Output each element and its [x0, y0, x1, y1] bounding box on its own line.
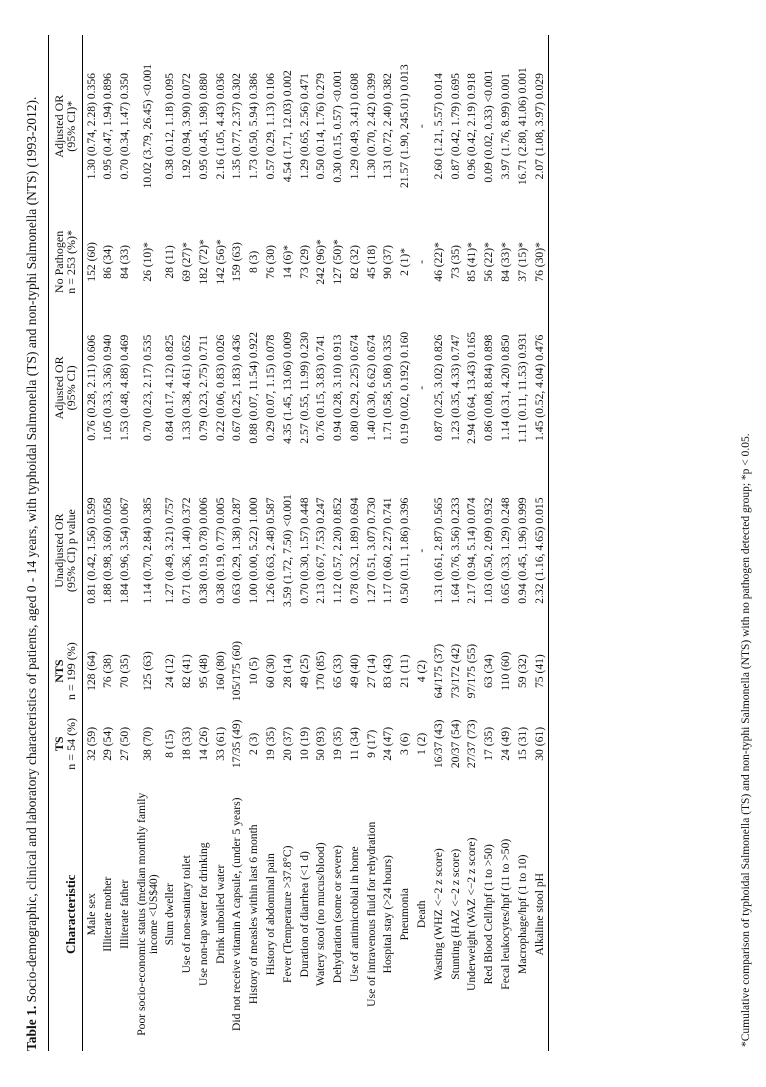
cell-adj2: 1.73 (0.50, 5.94) 0.386: [247, 73, 261, 180]
cell-adj2: 0.95 (0.47, 1.94) 0.896: [101, 73, 115, 180]
cell-characteristic: Macrophage/hpf (1 to 10): [515, 854, 529, 974]
cell-adj: 0.22 (0.06, 0.83) 0.026: [213, 334, 227, 441]
cell-adj2: 16.71 (2.80, 41.06) 0.001: [515, 67, 529, 186]
cell-nts: 28 (14): [280, 654, 294, 689]
cell-nts: 49 (25): [297, 654, 311, 689]
cell-nopath: 69 (27)*: [180, 242, 194, 282]
cell-nts: 76 (38): [101, 654, 115, 689]
cell-unadj: 1.12 (0.57, 2.20) 0.852: [331, 497, 345, 604]
cell-nts: 170 (85): [314, 651, 328, 691]
table-row: [397, 35, 414, 1051]
cell-unadj: 1.14 (0.70, 2.84) 0.385: [140, 497, 154, 604]
cell-nts: 27 (14): [364, 654, 378, 689]
cell-unadj: 1.03 (0.50, 2.09) 0.932: [482, 497, 496, 604]
cell-unadj: 1.27 (0.49, 3.21) 0.757: [163, 497, 177, 604]
cell-unadj: 0.94 (0.45, 1.96) 0.999: [515, 497, 529, 604]
cell-nts: 65 (33): [331, 654, 345, 689]
cell-nopath: 14 (6)*: [280, 245, 294, 279]
cell-nts: 63 (34): [482, 654, 496, 689]
cell-ts: 27 (50): [118, 726, 132, 761]
header-adjusted-or-2: Adjusted OR (95% CI)*: [49, 35, 83, 217]
cell-ts: 32 (59): [84, 726, 98, 761]
cell-adj2: 1.92 (0.94, 3.90) 0.072: [180, 73, 194, 180]
cell-nopath: 90 (37): [381, 245, 395, 279]
cell-characteristic: Duration of diarrhea (<1 d): [297, 851, 311, 978]
cell-adj: 1.05 (0.33, 3.36) 0.940: [101, 334, 115, 441]
cell-nopath: 73 (29): [297, 245, 311, 279]
cell-ts: 38 (70): [140, 726, 154, 761]
cell-nopath: 82 (32): [347, 245, 361, 279]
cell-nopath: 56 (22)*: [482, 242, 496, 282]
cell-nts: 105/175 (60): [230, 641, 244, 702]
cell-nopath: 2 (1)*: [398, 247, 412, 276]
table-row: [363, 35, 380, 1051]
cell-unadj: 0.50 (0.11, 1.86) 0.396: [398, 497, 412, 604]
table-number: Table 1.: [24, 1005, 39, 1051]
cell-ts: 33 (61): [213, 726, 227, 761]
cell-adj2: 21.57 (1.90, 245.01) 0.013: [398, 64, 412, 189]
cell-adj: 0.67 (0.25, 1.83) 0.436: [230, 334, 244, 441]
cell-adj2: 0.95 (0.45, 1.98) 0.880: [196, 73, 210, 180]
cell-nts: 160 (80): [213, 651, 227, 691]
cell-adj2: 2.16 (1.05, 4.43) 0.036: [213, 73, 227, 180]
cell-ts: 14 (26): [196, 726, 210, 761]
cell-characteristic: Fecal leukocytes/hpf (11 to >50): [498, 838, 512, 990]
cell-adj: 4.35 (1.45, 13.06) 0.009: [280, 331, 294, 444]
cell-ts: 19 (35): [264, 726, 277, 761]
cell-ts: 10 (19): [297, 726, 311, 761]
cell-nts: 60 (30): [264, 654, 277, 689]
cell-unadj: 0.38 (0.19, 0.78) 0.006: [196, 497, 210, 604]
cell-adj: 0.70 (0.23, 2.17) 0.535: [140, 334, 154, 441]
cell-adj2: 2.60 (1.21, 5.57) 0.014: [431, 73, 445, 180]
table-row: [313, 35, 330, 1051]
cell-unadj: 1.27 (0.51, 3.07) 0.730: [364, 497, 378, 604]
cell-adj2: 1.35 (0.77, 2.37) 0.302: [230, 73, 244, 180]
table-row: [296, 35, 313, 1051]
cell-characteristic: Stunting (HAZ <−2 z score): [448, 848, 462, 980]
cell-ts: 24 (49): [498, 726, 512, 761]
cell-ts: 30 (61): [531, 710, 548, 777]
cell-adj: -: [415, 385, 429, 390]
cell-unadj: 0.65 (0.33, 1.29) 0.248: [498, 497, 512, 604]
table-row: [497, 35, 514, 1051]
cell-characteristic: Did not receive vitamin A capsule, (under 5 years): [230, 797, 244, 1031]
cell-ts: 11 (34): [347, 727, 361, 761]
cell-adj2: 10.02 (3.79, 26.45) <0.001: [140, 64, 154, 189]
cell-nopath: 28 (11): [163, 245, 177, 279]
header-characteristic: Characteristic: [49, 777, 83, 1051]
cell-adj2: -: [415, 124, 429, 129]
cell-ts: 20/37 (54): [448, 719, 462, 769]
header-ts: TS n = 54 (%): [49, 710, 83, 777]
cell-adj: 1.45 (0.52, 4.04) 0.476: [531, 306, 548, 469]
table-title: Socio-demographic, clinical and laboratory characteristics of patients, aged 0 - 14 years, with typhoidal Salmonella (TS) and non-typhi Salmonella (NTS) (1993-2012).: [24, 96, 39, 1003]
cell-adj: 0.29 (0.07, 1.15) 0.078: [264, 334, 277, 441]
cell-adj: 0.88 (0.07, 11.54) 0.922: [247, 332, 261, 444]
data-table: [48, 35, 549, 1051]
cell-adj2: 1.29 (0.49, 3.41) 0.608: [347, 73, 361, 180]
table-body: [83, 35, 549, 1051]
cell-unadj: 2.17 (0.94, 5.14) 0.074: [465, 497, 479, 604]
cell-adj: 1.11 (0.11, 11.53) 0.931: [515, 332, 529, 444]
cell-nopath: 37 (15)*: [515, 242, 529, 282]
table-row: [195, 35, 212, 1051]
cell-unadj: 1.26 (0.63, 2.48) 0.587: [264, 497, 277, 604]
cell-ts: 3 (6): [398, 732, 412, 755]
cell-ts: 16/37 (43): [431, 719, 445, 769]
header-row: [49, 35, 83, 1051]
cell-nts: 49 (40): [347, 654, 361, 689]
cell-ts: 17/35 (49): [230, 719, 244, 769]
cell-unadj: -: [415, 548, 429, 553]
cell-adj2: 1.30 (0.74, 2.28) 0.356: [84, 73, 98, 180]
table-row: [229, 35, 246, 1051]
cell-adj: 1.23 (0.35, 4.33) 0.747: [448, 334, 462, 441]
cell-adj: 0.94 (0.28, 3.10) 0.913: [331, 334, 345, 441]
cell-nopath: 86 (34): [101, 245, 115, 279]
cell-characteristic: Watery stool (no mucus/blood): [314, 842, 328, 987]
table-footnote: *Cumulative comparison of typhoidal Salmonella (TS) and non-typhi Salmonella (NTS) with no pathogen detected group; *p < 0.05.: [740, 433, 752, 1047]
cell-adj2: 4.54 (1.71, 12.03) 0.002: [280, 70, 294, 183]
cell-nopath: 84 (33)*: [498, 242, 512, 282]
cell-nts: 10 (5): [247, 657, 261, 686]
cell-ts: 27/37 (73): [465, 719, 479, 769]
cell-nopath: 45 (18): [364, 245, 378, 279]
cell-nts: 21 (11): [398, 654, 412, 688]
cell-adj: 0.87 (0.25, 3.02) 0.826: [431, 334, 445, 441]
table-row: [330, 35, 347, 1051]
cell-nopath: 242 (96)*: [314, 239, 328, 285]
cell-characteristic: History of measles within last 6 month: [247, 824, 261, 1005]
cell-unadj: 1.00 (0.00, 5.22) 1.000: [247, 497, 261, 604]
cell-unadj: 1.88 (0.98, 3.60) 0.058: [101, 497, 115, 604]
cell-unadj: 1.17 (0.60, 2.27) 0.741: [381, 497, 395, 604]
cell-characteristic: Wasting (WHZ <−2 z score): [431, 848, 445, 981]
cell-ts: 2 (3): [247, 732, 261, 755]
table-row: [246, 35, 263, 1051]
cell-unadj: 1.84 (0.96, 3.54) 0.067: [118, 497, 132, 604]
table-row: [481, 35, 498, 1051]
cell-adj2: 0.96 (0.42, 2.19) 0.918: [465, 73, 479, 180]
cell-adj2: 0.50 (0.14, 1.76) 0.279: [314, 73, 328, 180]
cell-ts: 15 (31): [515, 726, 529, 761]
cell-ts: 18 (33): [180, 726, 194, 761]
cell-unadj: 0.71 (0.36, 1.40) 0.372: [180, 497, 194, 604]
cell-characteristic: Pneumonia: [398, 888, 412, 941]
cell-nts: 70 (35): [118, 654, 132, 689]
cell-nopath: 76 (30): [264, 245, 277, 279]
cell-adj2: 3.97 (1.76, 8.99) 0.001: [498, 73, 512, 180]
cell-characteristic: Fever (Temperature >37.8°C): [280, 845, 294, 983]
cell-adj2: 0.57 (0.29, 1.13) 0.106: [264, 73, 277, 180]
cell-nts: 97/175 (55): [465, 643, 479, 699]
cell-nts: 73/172 (42): [448, 643, 462, 699]
cell-nts: 83 (43): [381, 654, 395, 689]
table-row: [279, 35, 296, 1051]
cell-characteristic: Poor socio-economic status (median monthly family income <US$40): [134, 792, 160, 1036]
cell-unadj: 1.31 (0.61, 2.87) 0.565: [431, 497, 445, 604]
table-row: [413, 35, 430, 1051]
table-row: [100, 35, 117, 1051]
cell-ts: 29 (54): [101, 726, 115, 761]
cell-unadj: 0.63 (0.29, 1.38) 0.287: [230, 497, 244, 604]
cell-nopath: 85 (41)*: [465, 242, 479, 282]
cell-adj: 1.40 (0.30, 6.62) 0.674: [364, 334, 378, 441]
cell-adj2: 1.31 (0.72, 2.40) 0.382: [381, 73, 395, 180]
cell-nopath: 182 (72)*: [196, 239, 210, 285]
table-row: [380, 35, 397, 1051]
cell-nopath: 46 (22)*: [431, 242, 445, 282]
cell-ts: 17 (35): [482, 726, 496, 761]
cell-unadj: 0.38 (0.19, 0.77) 0.005: [213, 497, 227, 604]
cell-characteristic: Illiterate mother: [101, 876, 115, 952]
cell-nopath: 84 (33): [118, 245, 132, 279]
cell-adj: 0.86 (0.08, 8.84) 0.898: [482, 334, 496, 441]
cell-characteristic: Red Blood Cell/hpf (1 to >50): [482, 844, 496, 985]
cell-unadj: 0.70 (0.30, 1.57) 0.448: [297, 497, 311, 604]
cell-adj: 0.76 (0.28, 2.11) 0.606: [84, 334, 98, 441]
cell-adj: 0.80 (0.29, 2.25) 0.674: [347, 334, 361, 441]
header-adjusted-or: Adjusted OR (95% CI): [49, 306, 83, 469]
cell-characteristic: Slum dweller: [163, 883, 177, 946]
cell-unadj: 0.78 (0.32, 1.89) 0.694: [347, 497, 361, 604]
cell-adj2: 0.87 (0.42, 1.79) 0.695: [448, 73, 462, 180]
cell-characteristic: Illiterate father: [118, 879, 132, 949]
table-row: [133, 35, 161, 1051]
cell-ts: 1 (2): [415, 732, 429, 755]
cell-adj: 1.14 (0.31, 4.20) 0.850: [498, 334, 512, 441]
cell-adj: 0.84 (0.17, 4.12) 0.825: [163, 334, 177, 441]
cell-nopath: 142 (56)*: [213, 239, 227, 285]
cell-unadj: 1.64 (0.76, 3.56) 0.233: [448, 497, 462, 604]
cell-adj: 0.19 (0.02, 0.192) 0.160: [398, 331, 412, 444]
cell-nts: 75 (41): [531, 632, 548, 710]
cell-nopath: 73 (35): [448, 245, 462, 279]
cell-nopath: 152 (60): [84, 242, 98, 282]
cell-nts: 24 (12): [163, 654, 177, 689]
table-row: [346, 35, 363, 1051]
cell-characteristic: Use non-tap water for drinking: [196, 842, 210, 987]
cell-characteristic: History of abdominal pain: [264, 853, 277, 976]
cell-nopath: 8 (3): [247, 250, 261, 274]
table-row: [117, 35, 134, 1051]
cell-nts: 82 (41): [180, 654, 194, 689]
cell-nts: 64/175 (37): [431, 643, 445, 699]
cell-adj2: 2.07 (1.08, 3.97) 0.029: [531, 35, 548, 217]
header-unadjusted-or: Unadjusted OR (95% CI) p value: [49, 469, 83, 632]
table-row: [83, 35, 100, 1051]
cell-characteristic: Use of intravenous fluid for rehydration: [364, 821, 378, 1007]
cell-unadj: 3.59 (1.72, 7.50) <0.001: [280, 494, 294, 608]
cell-adj2: 0.38 (0.12, 1.18) 0.095: [163, 73, 177, 180]
cell-nts: 125 (63): [140, 651, 154, 691]
table-row: [262, 35, 279, 1051]
header-no-pathogen: No Pathogen n = 253 (%)*: [49, 217, 83, 306]
table-row: [212, 35, 229, 1051]
cell-unadj: 2.13 (0.67, 7.53) 0.247: [314, 497, 328, 604]
cell-unadj: 2.32 (1.16, 4.65) 0.015: [531, 469, 548, 632]
cell-characteristic: Hospital stay (>24 hours): [381, 855, 395, 974]
cell-ts: 9 (17): [364, 729, 378, 758]
cell-nopath: 127 (50)*: [331, 239, 345, 285]
cell-adj: 1.71 (0.58, 5.08) 0.335: [381, 334, 395, 441]
cell-adj: 0.79 (0.23, 2.75) 0.711: [196, 334, 210, 441]
cell-adj2: 0.30 (0.15, 0.57) <0.001: [331, 69, 345, 183]
cell-nts: 110 (60): [498, 651, 512, 691]
table-row: [430, 35, 447, 1051]
table-row: [464, 35, 481, 1051]
cell-nts: 59 (32): [515, 654, 529, 689]
cell-nts: 95 (48): [196, 654, 210, 689]
cell-nts: 4 (2): [415, 660, 429, 683]
cell-nts: 128 (64): [84, 651, 98, 691]
table-row: [447, 35, 464, 1051]
cell-characteristic: Dehydration (some or severe): [331, 845, 345, 984]
cell-adj: 0.76 (0.15, 3.83) 0.741: [314, 334, 328, 441]
cell-adj2: 0.70 (0.34, 1.47) 0.350: [118, 73, 132, 180]
cell-adj: 1.53 (0.48, 4.88) 0.469: [118, 334, 132, 441]
cell-nopath: 26 (10)*: [140, 242, 154, 282]
cell-ts: 8 (15): [163, 729, 177, 758]
cell-characteristic: Death: [415, 900, 429, 929]
cell-ts: 20 (37): [280, 726, 294, 761]
cell-nopath: -: [415, 259, 429, 264]
cell-nopath: 159 (63): [230, 242, 244, 282]
cell-ts: 24 (47): [381, 726, 395, 761]
cell-ts: 50 (93): [314, 726, 328, 761]
table-row: [514, 35, 531, 1051]
table-row: [531, 35, 548, 1051]
cell-adj: 2.94 (0.64, 13.43) 0.165: [465, 331, 479, 444]
cell-adj2: 1.29 (0.65, 2.56) 0.471: [297, 73, 311, 180]
cell-characteristic: Use of non-sanitary toilet: [180, 855, 194, 974]
header-nts: NTS n = 199 (%): [49, 632, 83, 710]
cell-unadj: 0.81 (0.42, 1.56) 0.599: [84, 497, 98, 604]
cell-adj2: 0.09 (0.02, 0.33) <0.001: [482, 69, 496, 183]
table-row: [162, 35, 179, 1051]
cell-characteristic: Drink unboiled water: [213, 864, 227, 964]
table-caption: [24, 31, 40, 1051]
cell-nopath: 76 (30)*: [531, 217, 548, 306]
cell-adj: 2.57 (0.55, 11.99) 0.230: [297, 332, 311, 444]
cell-adj: 1.33 (0.38, 4.61) 0.652: [180, 334, 194, 441]
cell-ts: 19 (35): [331, 726, 345, 761]
cell-characteristic: Underweight (WAZ <−2 z score): [465, 837, 479, 991]
table-row: [179, 35, 196, 1051]
cell-adj2: 1.30 (0.70, 2.42) 0.399: [364, 73, 378, 180]
cell-characteristic: Male sex: [84, 893, 98, 936]
cell-characteristic: Use of antimicrobial in home: [347, 846, 361, 983]
cell-characteristic: Alkaline stool pH: [531, 777, 548, 1051]
